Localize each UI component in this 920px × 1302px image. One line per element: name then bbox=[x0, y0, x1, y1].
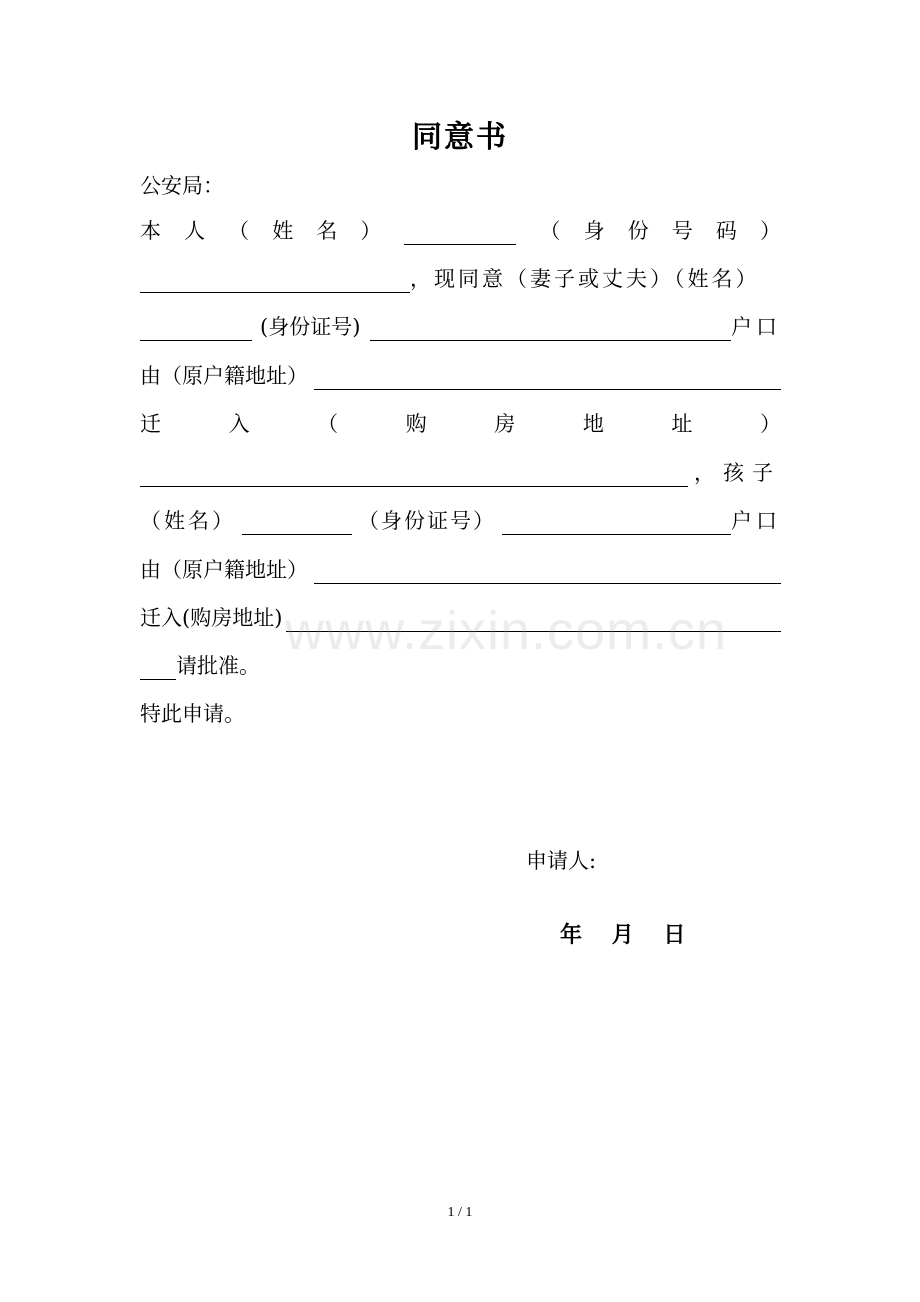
closing-text: 特此申请。 bbox=[140, 702, 245, 726]
l5-word: 迁 bbox=[140, 412, 161, 436]
line-2 bbox=[140, 263, 781, 293]
line-3-text: (身份证号) bbox=[260, 315, 361, 339]
line-2-text: ，现同意（妻子或丈夫）（姓名） bbox=[410, 267, 760, 291]
line-10-text: 请批准。 bbox=[176, 654, 260, 678]
l5-word: 购 bbox=[405, 412, 427, 436]
l5-word: （ bbox=[317, 412, 339, 436]
l1-word: （ bbox=[539, 219, 561, 243]
line-7-text2: （身份证号） bbox=[358, 509, 496, 533]
watermark: www.zixin.com.cn bbox=[285, 601, 728, 661]
l1-word: 名 bbox=[316, 219, 338, 243]
line-3 bbox=[140, 311, 781, 341]
l5-word: 入 bbox=[228, 412, 250, 436]
l1-word: 份 bbox=[627, 219, 649, 243]
line-4 bbox=[140, 360, 781, 390]
date-line bbox=[560, 918, 707, 949]
l1-word: ） bbox=[759, 219, 781, 243]
child-id-blank[interactable] bbox=[502, 512, 731, 535]
line-4-text: 由（原户籍地址） bbox=[140, 364, 308, 388]
closing-line bbox=[140, 698, 781, 728]
l1-word: （ bbox=[228, 219, 250, 243]
line-1 bbox=[140, 215, 781, 245]
line-8 bbox=[140, 554, 781, 584]
l1-word: ） bbox=[360, 219, 382, 243]
name-blank[interactable] bbox=[404, 222, 516, 245]
original-address-blank[interactable] bbox=[314, 367, 781, 390]
line-7 bbox=[140, 505, 781, 535]
l1-word: 身 bbox=[583, 219, 605, 243]
document-title: 同意书 bbox=[412, 120, 508, 155]
line-5 bbox=[140, 408, 781, 438]
l1-word: 号 bbox=[671, 219, 693, 243]
child-name-blank[interactable] bbox=[242, 512, 352, 535]
date-day: 日 bbox=[663, 923, 686, 948]
l5-word: 房 bbox=[494, 412, 516, 436]
line-7-text3: 户口 bbox=[731, 509, 781, 533]
line-7-text: （姓名） bbox=[140, 509, 236, 533]
signature-label: 申请人: bbox=[526, 849, 597, 873]
purchase-address-blank[interactable] bbox=[140, 464, 688, 487]
date-month: 月 bbox=[611, 923, 634, 948]
line-3-text2: 户口 bbox=[731, 315, 781, 339]
line-6 bbox=[140, 457, 781, 487]
l1-word: 码 bbox=[715, 219, 737, 243]
spouse-id-blank[interactable] bbox=[370, 318, 731, 341]
l5-word: ） bbox=[759, 412, 781, 436]
line-8-text: 由（原户籍地址） bbox=[140, 558, 308, 582]
page-number: 1 / 1 bbox=[447, 1205, 473, 1220]
l5-word: 址 bbox=[671, 412, 693, 436]
id-number-blank[interactable] bbox=[140, 270, 410, 293]
line-6-text: ，孩子 bbox=[694, 461, 781, 485]
child-original-address-blank[interactable] bbox=[314, 561, 781, 584]
salutation: 公安局： bbox=[140, 174, 224, 198]
line-9-text: 迁入(购房地址) bbox=[140, 606, 283, 630]
l5-word: 地 bbox=[582, 412, 604, 436]
spouse-name-blank[interactable] bbox=[140, 318, 252, 341]
continuation-blank[interactable] bbox=[140, 657, 176, 680]
date-year: 年 bbox=[560, 923, 583, 948]
l1-word: 人 bbox=[184, 219, 206, 243]
l1-word: 姓 bbox=[272, 219, 294, 243]
l1-word: 本 bbox=[140, 219, 161, 243]
